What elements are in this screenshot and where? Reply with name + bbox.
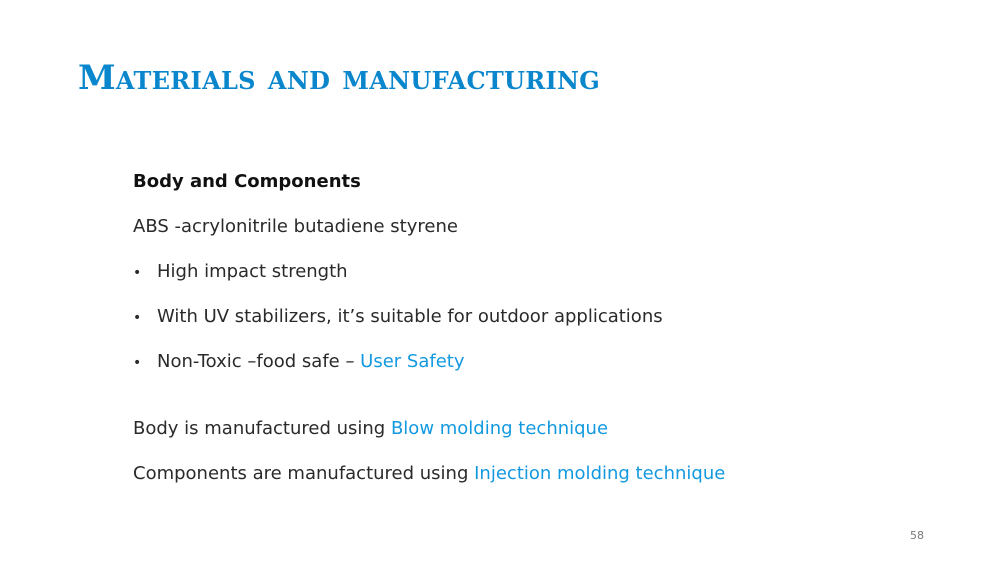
bullet-text: Non-Toxic –food safe – [157, 351, 361, 372]
manufacturing-line [133, 462, 725, 486]
material-line: ABS -acrylonitrile butadiene styrene [133, 216, 458, 237]
bullet-dot-icon: • [133, 265, 142, 281]
bullet-text: With UV stabilizers, it’s suitable for outdoor applications [157, 306, 663, 327]
bullet-item [133, 260, 348, 285]
bullet-item [133, 305, 663, 330]
slide-title: Materials and manufacturing [78, 58, 601, 98]
bullet-highlight: User Safety [360, 351, 465, 372]
bullet-dot-icon: • [133, 355, 142, 371]
bullet-item [133, 350, 465, 375]
page-number: 58 [910, 529, 924, 542]
bullet-text: High impact strength [157, 261, 348, 282]
bullet-dot-icon: • [133, 310, 142, 326]
manufacturing-highlight: Blow molding technique [390, 418, 609, 439]
manufacturing-text: Components are manufactured using [133, 463, 475, 484]
manufacturing-line [133, 417, 608, 441]
manufacturing-text: Body is manufactured using [133, 418, 391, 439]
manufacturing-highlight: Injection molding technique [474, 463, 726, 484]
section-heading: Body and Components [133, 171, 361, 192]
